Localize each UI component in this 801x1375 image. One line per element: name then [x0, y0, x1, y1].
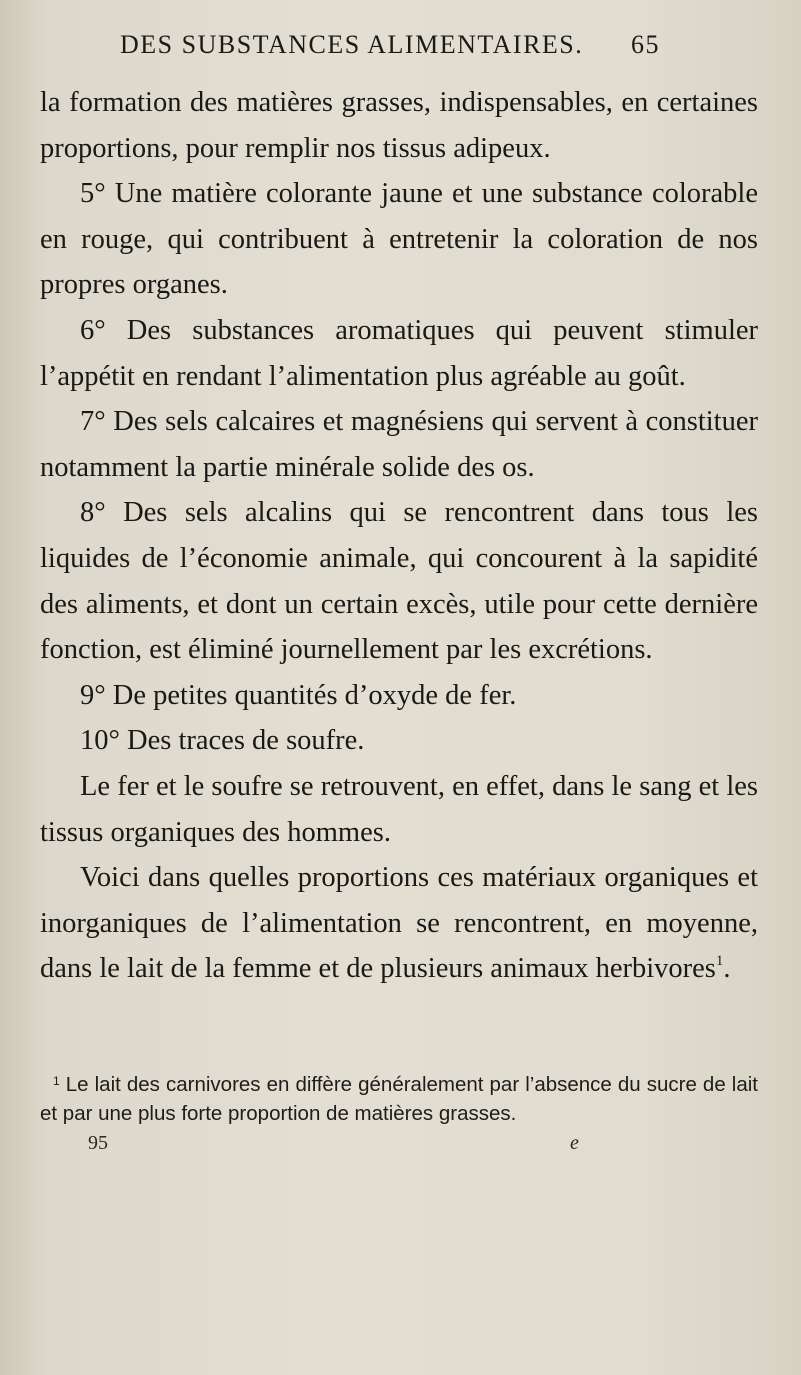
signature-sheet-letter: e: [570, 1132, 579, 1154]
paragraph-text: 6° Des substances aromatiques qui peuvent stimuler l’appétit en rendant l’alimentation plus agréable au goût.: [40, 314, 758, 392]
paragraph-text: la formation des matières grasses, indispensables, en certaines proportions, pour remplir nos tissus adipeux.: [40, 87, 758, 164]
paragraph-item-9: [40, 673, 758, 719]
paragraph-text: 5° Une matière colorante jaune et une substance colorable en rouge, qui contribuent à entretenir la coloration de nos propres organes.: [40, 178, 758, 301]
running-title: DES SUBSTANCES ALIMENTAIRES.: [120, 30, 584, 59]
paragraph-item-8: [40, 490, 758, 672]
paragraph-item-10: [40, 718, 758, 764]
paragraph-text: 9° De petites quantités d’oxyde de fer.: [80, 679, 517, 711]
running-header: [120, 30, 660, 70]
paragraph-continued: [40, 80, 758, 171]
paragraph-suffix: .: [723, 953, 731, 985]
paragraph-proportions: [40, 855, 758, 992]
footnote-marker: 1: [53, 1074, 60, 1088]
paragraph-text: 10° Des traces de soufre.: [80, 725, 365, 757]
footnote: [40, 1067, 758, 1128]
footnote-text: Le lait des carnivores en diffère généralement par l’absence du sucre de lait et par une plus forte proportion de matières grasses.: [40, 1073, 758, 1125]
paragraph-iron-sulfur: [40, 764, 758, 855]
paragraph-text: Voici dans quelles proportions ces matériaux organiques et inorganiques de l’alimentation se rencontrent, en moyenne, dans le lait de la femme et de plusieurs animaux herbivores: [40, 862, 758, 985]
footnote-reference: 1: [715, 953, 724, 970]
paragraph-text: Le fer et le soufre se retrouvent, en effet, dans le sang et les tissus organiques des hommes.: [40, 770, 758, 848]
signature-sheet-number: 95: [88, 1132, 108, 1154]
footnote-paragraph: [40, 1067, 758, 1128]
paragraph-text: 8° Des sels alcalins qui se rencontrent dans tous les liquides de l’économie animale, qui concourent à la sapidité des aliments, et dont un certain excès, utile pour cette dernière fonction, est éliminé journellement par les excrétions.: [40, 497, 758, 666]
paragraph-text: 7° Des sels calcaires et magnésiens qui servent à constituer notamment la partie minérale solide des os.: [40, 406, 758, 483]
body-text: [40, 80, 758, 992]
paragraph-item-5: [40, 171, 758, 308]
page-number: 65: [631, 30, 660, 59]
paragraph-item-6: [40, 308, 758, 399]
paragraph-item-7: [40, 399, 758, 490]
